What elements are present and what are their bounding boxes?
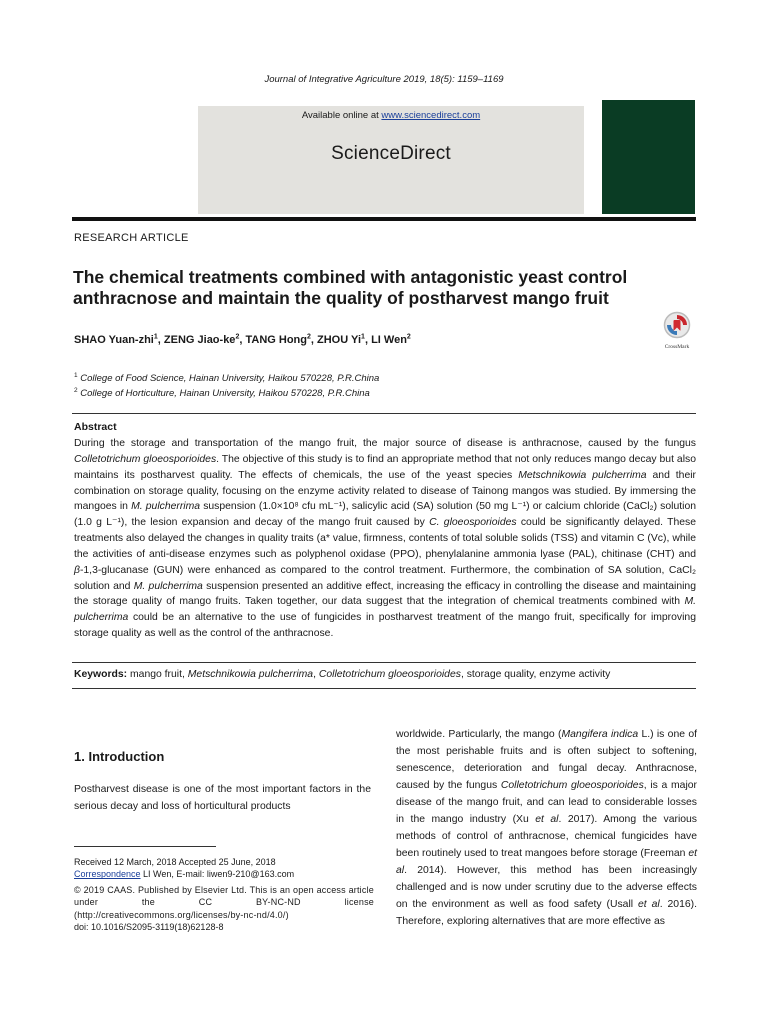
author: SHAO Yuan-zhi$^1$, [74, 333, 164, 346]
introduction-left-column: Postharvest disease is one of the most important factors in the serious decay and loss of horticultural products [74, 784, 371, 812]
correspondence: Correspondence LI Wen, E-mail: liwen9-210@163.com [74, 869, 295, 880]
abstract-heading: Abstract [74, 421, 117, 433]
crossmark-icon[interactable] [662, 311, 692, 351]
author: LI Wen$^2$ [371, 333, 411, 346]
received-dates: Received 12 March, 2018 Accepted 25 June, 2018 [74, 857, 276, 867]
correspondence-link[interactable]: Correspondence [74, 869, 141, 880]
affiliation: $^2$ College of Horticulture, Hainan University, Haikou 570228, P.R.China [74, 387, 370, 400]
article-title: The chemical treatments combined with antagonistic yeast control anthracnose and maintain the quality of postharvest mango fruit [73, 267, 628, 308]
header-divider [72, 217, 696, 221]
author: ZENG Jiao-$ke^2$, [163, 333, 246, 346]
publisher-name: ScienceDirect [331, 143, 451, 164]
keywords-bottom-rule [72, 688, 696, 689]
author: ZHOU Yi$^1$, [317, 333, 372, 346]
journal-citation: Journal of Integrative Agriculture 2019, 18(5): 1159–1169 [264, 74, 504, 85]
available-online-label: Available online at [301, 110, 382, 121]
article-type: RESEARCH ARTICLE [74, 232, 189, 244]
abstract-top-rule [72, 413, 696, 414]
footnotes [74, 856, 374, 933]
available-online [198, 110, 584, 121]
keywords-top-rule [72, 662, 696, 663]
author-list [74, 333, 411, 346]
abstract-body: During the storage and transportation of the mango fruit, the major source of disease is anthracnose, caused by the fungus Colletotrichum gloeosporioides. The objective of this study is to find an appropriate method that not only reduces mango decay but also maintains its postharvest quality. The effects of chemicals, the use of the yeast species Metschnikowia pulcherrima and their combination on storage quality, focusing on the enzyme activity related to disease of Tainong mangos was studied. By immersing the mangoes in M. pulcherrima suspension (1.0×10⁸ cfu mL⁻¹), salicylic acid (SA) solution (50 mg L⁻¹) or calcium chloride (CaCl₂) solution (1.0 g L⁻¹), the lesion expansion and decay of the mango fruit caused by C. gloeosporioides could be significantly delayed. These treatments also delayed the changes in quality traits (a* value, firmness, contents of total soluble solids (TSS) and vitamin C (Vc), while the activities of anti-disease enzymes such as polyphenol oxidase (PPO), phenylalanine ammonia lyase (PAL), chitinase (CHT) and β-1,3-glucanase (GUN) were enhanced as compared to the control treatment. Furthermore, the combination of SA solution, CaCl₂ solution and M. pulcherrima suspension presented an additive effect, increasing the efficacy in controlling the disease and maintaining the storage quality of mango fruits. Taken together, our data suggest that the integration of chemical treatments combined with M. pulcherrima could be an alternative to the use of fungicides in postharvest treatment of the mango fruit, specifically for improving storage quality as well as the control of the anthracnose. [74, 438, 696, 640]
author: TANG Hong$^2$, [245, 333, 318, 346]
license-statement: © 2019 CAAS. Published by Elsevier Ltd. This is an open access article under the CC BY-NC-ND license (http://creativecommons.org/licenses/by-nc-nd/4.0/) [74, 884, 374, 920]
introduction-right-column: worldwide. Particularly, the mango (Mangifera indica L.) is one of the most perishable fruits and is often subject to softening, senescence, deterioration and fungal decay. Anthracnose, caused by the fungus Colletotrichum gloeosporioides, is a major disease of the mango fruit, and can lead to considerable losses in the mango industry (Xu et al. 2017). Among the various methods of control of anthracnose, chemical fungicides have been routinely used to treat mangoes before storage (Freeman et al. 2014). However, this method has been increasingly challenged and is now under scrutiny due to the adverse effects on the environment as well as food safety (Usall et al. 2016). Therefore, exploring alternatives that are more effective as [396, 729, 698, 927]
doi: doi: 10.1016/S2095-3119(18)62128-8 [74, 922, 224, 933]
journal-cover-image [602, 100, 695, 214]
introduction-heading: 1. Introduction [74, 749, 165, 764]
sciencedirect-link[interactable]: www.sciencedirect.com [381, 110, 481, 121]
affiliation: $^1$ College of Food Science, Hainan University, Haikou 570228, P.R.China [74, 372, 380, 385]
keywords: Keywords: mango fruit, Metschnikowia pulcherrima, Colletotrichum gloeosporioides, storage quality, enzyme activity [74, 669, 611, 680]
crossmark-label: CrossMark [664, 344, 690, 350]
footnote-divider [74, 846, 216, 847]
